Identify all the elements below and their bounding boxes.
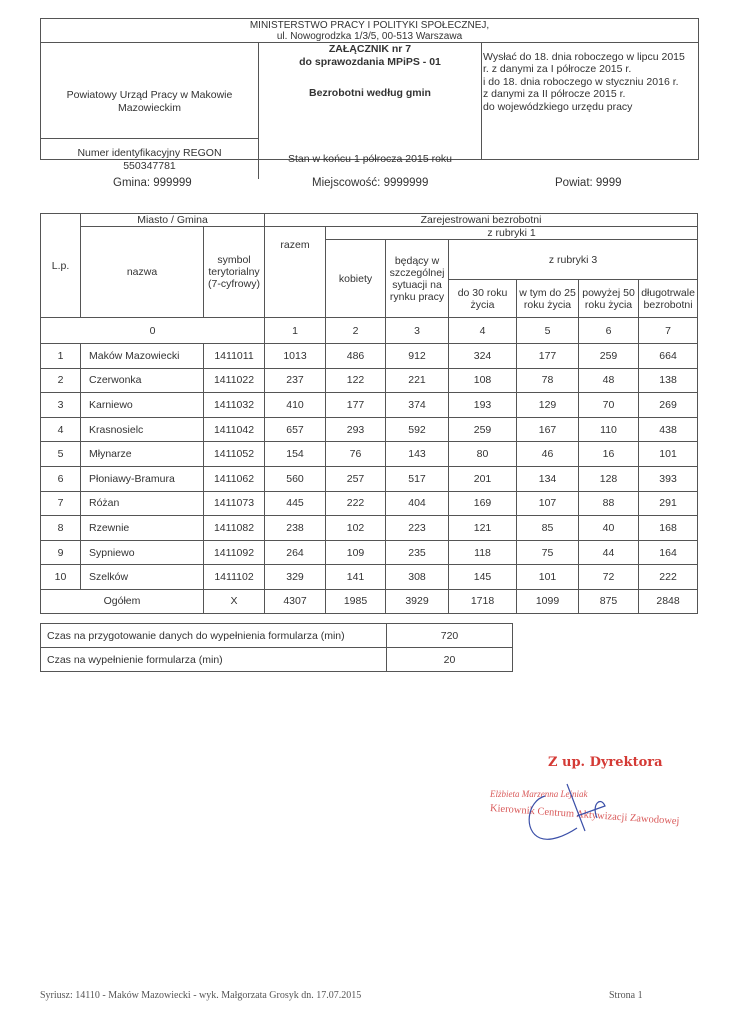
row-value: 237 [265,368,326,393]
row-value: 138 [639,368,698,393]
header-rubryka-3: z rubryki 3 [449,240,698,280]
row-lp: 5 [41,442,81,467]
row-value: 154 [265,442,326,467]
header-miasto: Miasto / Gmina [81,214,265,227]
row-value: 109 [326,540,386,565]
row-value: 269 [639,393,698,418]
total-cell: 1099 [517,589,579,613]
row-lp: 4 [41,417,81,442]
total-cell: 1985 [326,589,386,613]
header-sytuacja: będący w szczególnej sytuacji na rynku pracy [386,240,449,318]
row-value: 121 [449,516,517,541]
column-number: 3 [386,318,449,344]
row-value: 664 [639,344,698,369]
row-value: 264 [265,540,326,565]
row-value: 912 [386,344,449,369]
row-name: Maków Mazowiecki [81,344,204,369]
total-row [41,589,698,613]
table-row [41,516,698,541]
row-value: 560 [265,466,326,491]
stamp-name: Elżbieta Marzenna Lejniak [490,789,588,799]
row-symbol: 1411082 [204,516,265,541]
column-number: 1 [265,318,326,344]
row-value: 486 [326,344,386,369]
table-row [41,417,698,442]
footer-info: Syriusz: 14110 - Maków Mazowiecki - wyk. Małgorzata Grosyk dn. 17.07.2015 [40,990,362,1001]
row-value: 102 [326,516,386,541]
row-value: 223 [386,516,449,541]
header-do-30: do 30 roku życia [449,280,517,318]
row-value: 76 [326,442,386,467]
row-value: 1013 [265,344,326,369]
send-instructions [481,43,698,159]
fill-time-label: Czas na wypełnienie formularza (min) [41,648,387,672]
row-value: 70 [579,393,639,418]
column-number: 2 [326,318,386,344]
header-do-25: w tym do 25 roku życia [517,280,579,318]
row-name: Płoniawy-Bramura [81,466,204,491]
row-value: 592 [386,417,449,442]
row-value: 101 [517,565,579,590]
row-lp: 8 [41,516,81,541]
report-period: Stan w końcu 1 półrocza 2015 roku [287,153,453,165]
row-value: 134 [517,466,579,491]
header-kobiety: kobiety [326,240,386,318]
row-symbol: 1411073 [204,491,265,516]
row-lp: 9 [41,540,81,565]
table-row [41,393,698,418]
row-symbol: 1411011 [204,344,265,369]
row-symbol: 1411032 [204,393,265,418]
row-value: 128 [579,466,639,491]
row-value: 404 [386,491,449,516]
page-number: Strona 1 [609,990,643,1001]
row-value: 308 [386,565,449,590]
total-cell: 875 [579,589,639,613]
row-value: 46 [517,442,579,467]
regon-label: Numer identyfikacyjny REGON [77,147,222,159]
prep-time-label: Czas na przygotowanie danych do wypełnienia formularza (min) [41,624,387,648]
table-row [41,491,698,516]
total-cell: 1718 [449,589,517,613]
row-symbol: 1411052 [204,442,265,467]
regon-block [41,139,259,179]
row-value: 329 [265,565,326,590]
row-name: Szelków [81,565,204,590]
row-value: 118 [449,540,517,565]
table-row [41,466,698,491]
row-value: 110 [579,417,639,442]
send-line: r. z danymi za I półrocze 2015 r. [483,63,632,76]
ministry-address: ul. Nowogrodzka 1/3/5, 00-513 Warszawa [276,31,463,42]
row-value: 222 [639,565,698,590]
meta-miejscowosc: Miejscowość: 9999999 [312,177,429,189]
send-line: Wysłać do 18. dnia roboczego w lipcu 2015 [483,51,685,63]
ministry-block [41,19,698,43]
row-symbol: 1411022 [204,368,265,393]
table-body [41,344,698,590]
row-symbol: 1411102 [204,565,265,590]
send-line: i do 18. dnia roboczego w styczniu 2016 r. [483,75,679,88]
total-cell: 4307 [265,589,326,613]
row-value: 129 [517,393,579,418]
total-label: Ogółem [41,589,204,613]
row-value: 78 [517,368,579,393]
row-value: 122 [326,368,386,393]
row-name: Karniewo [81,393,204,418]
row-value: 374 [386,393,449,418]
header-razem: razem [265,227,326,318]
row-value: 107 [517,491,579,516]
total-cell: 3929 [386,589,449,613]
column-number: 5 [517,318,579,344]
row-value: 48 [579,368,639,393]
row-name: Sypniewo [81,540,204,565]
table-row [41,344,698,369]
header-zarejestrowani: Zarejestrowani bezrobotni [265,214,698,227]
row-lp: 2 [41,368,81,393]
row-value: 108 [449,368,517,393]
row-value: 324 [449,344,517,369]
send-line: z danymi za II półrocze 2015 r. [483,88,626,101]
table-row [41,368,698,393]
row-value: 445 [265,491,326,516]
row-value: 238 [265,516,326,541]
form-header [40,18,699,172]
header-dlugotrwale: długotrwale bezrobotni [639,280,698,318]
row-value: 44 [579,540,639,565]
regon-value: 550347781 [123,160,176,172]
stamp-position: Kierownik Centrum Aktywizacji Zawodowej [489,803,680,828]
row-value: 657 [265,417,326,442]
row-value: 75 [517,540,579,565]
row-value: 141 [326,565,386,590]
annex-block [259,43,481,139]
row-lp: 10 [41,565,81,590]
meta-powiat: Powiat: 9999 [555,177,622,189]
row-lp: 6 [41,466,81,491]
row-value: 168 [639,516,698,541]
unemployed-table [40,213,698,614]
header-symbol: symbol terytorialny (7-cyfrowy) [204,227,265,318]
meta-gmina: Gmina: 999999 [113,177,192,189]
row-value: 177 [326,393,386,418]
stamp-title: Z up. Dyrektora [548,755,663,770]
header-powyzej-50: powyżej 50 roku życia [579,280,639,318]
row-value: 80 [449,442,517,467]
prep-time-value: 720 [387,624,513,648]
row-value: 221 [386,368,449,393]
header-lp: L.p. [41,214,81,318]
row-value: 517 [386,466,449,491]
row-value: 393 [639,466,698,491]
row-value: 16 [579,442,639,467]
row-value: 293 [326,417,386,442]
row-value: 222 [326,491,386,516]
row-value: 145 [449,565,517,590]
row-symbol: 1411092 [204,540,265,565]
row-lp: 3 [41,393,81,418]
row-value: 201 [449,466,517,491]
ministry-name: MINISTERSTWO PRACY I POLITYKI SPOŁECZNEJ, [249,20,490,31]
row-name: Czerwonka [81,368,204,393]
total-cell: 2848 [639,589,698,613]
column-number: 4 [449,318,517,344]
row-value: 259 [449,417,517,442]
total-symbol: X [204,589,265,613]
row-lp: 7 [41,491,81,516]
annex-title: ZAŁĄCZNIK nr 7 [328,43,412,55]
office-name: Powiatowy Urząd Pracy w Makowie Mazowieckim [41,43,259,139]
column-number: 0 [41,318,265,344]
row-value: 177 [517,344,579,369]
header-nazwa: nazwa [81,227,204,318]
row-value: 167 [517,417,579,442]
row-value: 235 [386,540,449,565]
row-name: Różan [81,491,204,516]
table-row [41,540,698,565]
row-value: 101 [639,442,698,467]
row-symbol: 1411042 [204,417,265,442]
row-value: 257 [326,466,386,491]
column-number: 6 [579,318,639,344]
table-row [41,565,698,590]
fill-time-value: 20 [387,648,513,672]
row-value: 143 [386,442,449,467]
row-value: 291 [639,491,698,516]
row-value: 193 [449,393,517,418]
report-subtitle: Bezrobotni według gmin [309,87,431,99]
row-symbol: 1411062 [204,466,265,491]
row-name: Krasnosielc [81,417,204,442]
row-lp: 1 [41,344,81,369]
row-value: 410 [265,393,326,418]
table-row [41,442,698,467]
send-line: do wojewódzkiego urzędu pracy [483,100,633,113]
row-value: 85 [517,516,579,541]
row-value: 40 [579,516,639,541]
column-number: 7 [639,318,698,344]
time-table [40,623,513,672]
report-name: do sprawozdania MPiPS - 01 [299,56,441,68]
header-rubryka-1: z rubryki 1 [326,227,698,240]
row-name: Rzewnie [81,516,204,541]
row-name: Młynarze [81,442,204,467]
row-value: 438 [639,417,698,442]
row-value: 164 [639,540,698,565]
row-value: 259 [579,344,639,369]
row-value: 88 [579,491,639,516]
signature-icon [505,776,645,846]
row-value: 72 [579,565,639,590]
row-value: 169 [449,491,517,516]
